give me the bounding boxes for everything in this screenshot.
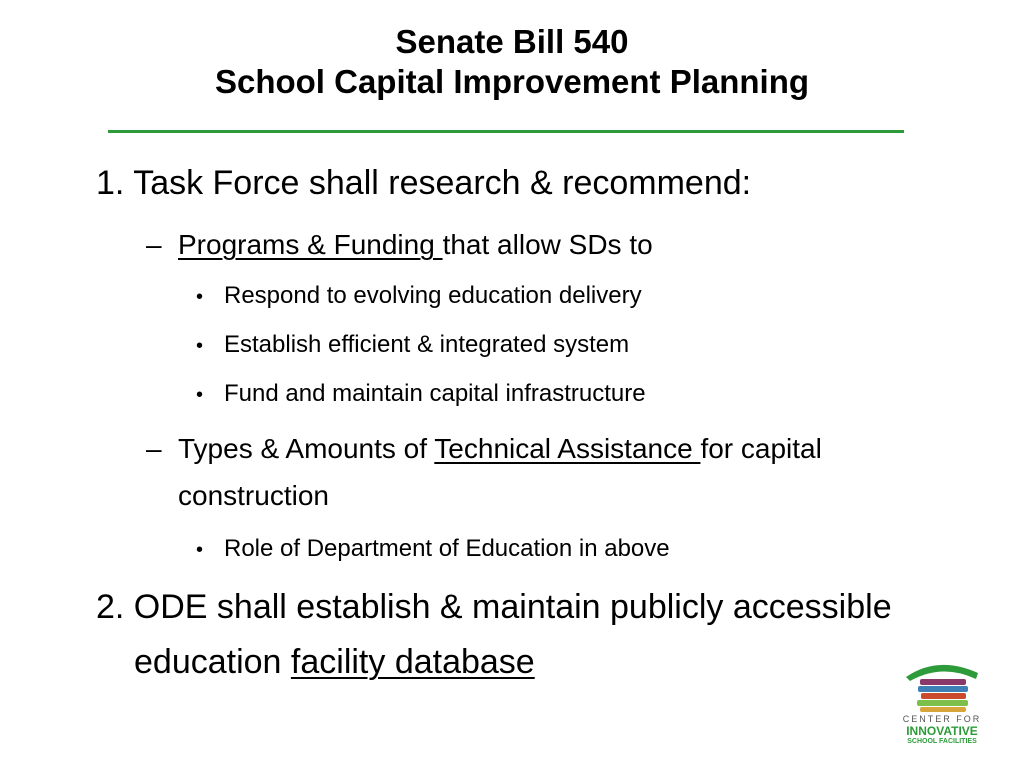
technical-assistance-before: Types & Amounts of — [178, 433, 435, 464]
title-underline-rule — [108, 130, 904, 133]
programs-funding-rest: that allow SDs to — [442, 229, 653, 260]
logo-book-4 — [917, 700, 968, 706]
logo-text-center-for: CENTER FOR — [902, 714, 982, 724]
bullet-text: Respond to evolving education delivery — [224, 282, 642, 309]
item-2-text: 2. ODE shall establish & maintain publicly accessible education — [96, 588, 892, 681]
dash-marker: – — [146, 433, 162, 464]
title-line-2: School Capital Improvement Planning — [214, 63, 810, 100]
bullet-item — [196, 278, 984, 315]
item-1-text: 1. Task Force shall research & recommend: — [96, 164, 752, 202]
sub-item-technical-assistance — [146, 425, 958, 519]
bullet-text: Role of Department of Education in above — [224, 535, 670, 562]
technical-assistance-after: for capital construction — [178, 433, 822, 511]
item-2 — [96, 580, 934, 690]
bullet-text: Establish efficient & integrated system — [224, 331, 630, 358]
dash-marker: – — [146, 229, 162, 260]
logo-book-1 — [920, 679, 966, 685]
technical-assistance-underlined: Technical Assistance — [434, 433, 701, 464]
logo-book-5 — [920, 707, 966, 712]
bullet-text: Fund and maintain capital infrastructure — [224, 380, 646, 407]
title-line-1: Senate Bill 540 — [395, 23, 629, 60]
logo-text-school-facilities: SCHOOL FACILITIES — [907, 738, 977, 745]
facility-database-underlined: facility database — [290, 643, 535, 681]
logo-leaf-roof — [906, 665, 978, 681]
slide-title — [0, 22, 1024, 102]
bullet-marker: • — [196, 335, 204, 357]
bullet-item — [196, 531, 984, 568]
bullet-marker: • — [196, 539, 204, 561]
item-1 — [96, 156, 994, 211]
bullet-item — [196, 327, 984, 364]
logo-text-innovative: INNOVATIVE — [906, 724, 978, 738]
logo-book-2 — [918, 686, 968, 692]
programs-funding-underlined: Programs & Funding — [178, 229, 443, 260]
bullet-marker: • — [196, 286, 204, 308]
logo-book-3 — [921, 693, 966, 699]
bullet-item — [196, 376, 984, 413]
bullet-marker: • — [196, 384, 204, 406]
sub-item-programs-funding — [146, 221, 958, 268]
